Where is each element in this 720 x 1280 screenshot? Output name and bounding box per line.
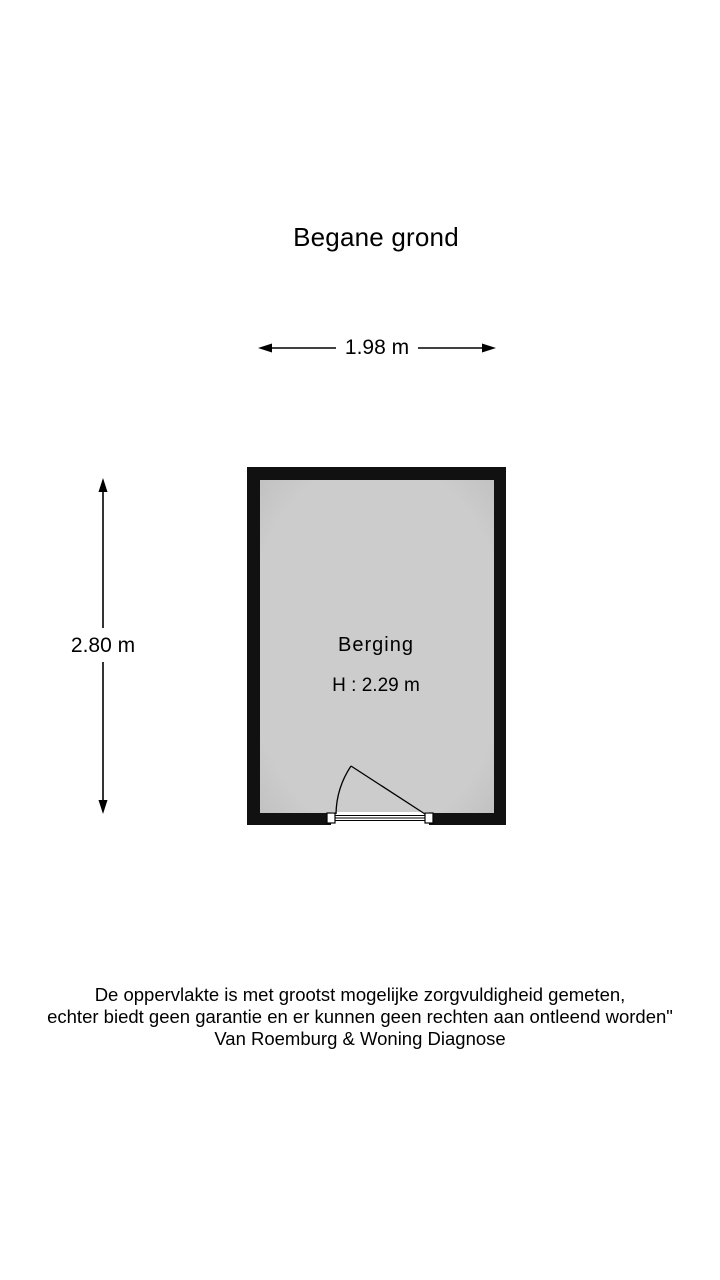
floor-title: Begane grond xyxy=(293,222,459,252)
door-jamb-right xyxy=(425,813,433,823)
disclaimer-line: Van Roemburg & Woning Diagnose xyxy=(214,1028,506,1049)
room-height: H : 2.29 m xyxy=(332,675,420,696)
length-dimension-label: 2.80 m xyxy=(60,634,146,658)
arrowhead-down-icon xyxy=(99,800,108,814)
arrowhead-up-icon xyxy=(99,478,108,492)
room-name: Berging xyxy=(338,634,414,656)
width-dimension-label: 1.98 m xyxy=(336,336,418,360)
door-jamb-left xyxy=(327,813,335,823)
disclaimer-line: echter biedt geen garantie en er kunnen geen rechten aan ontleend worden" xyxy=(47,1006,673,1027)
disclaimer xyxy=(0,984,720,1050)
arrowhead-left-icon xyxy=(258,344,272,353)
arrowhead-right-icon xyxy=(482,344,496,353)
disclaimer-line: De oppervlakte is met grootst mogelijke zorgvuldigheid gemeten, xyxy=(94,984,626,1005)
